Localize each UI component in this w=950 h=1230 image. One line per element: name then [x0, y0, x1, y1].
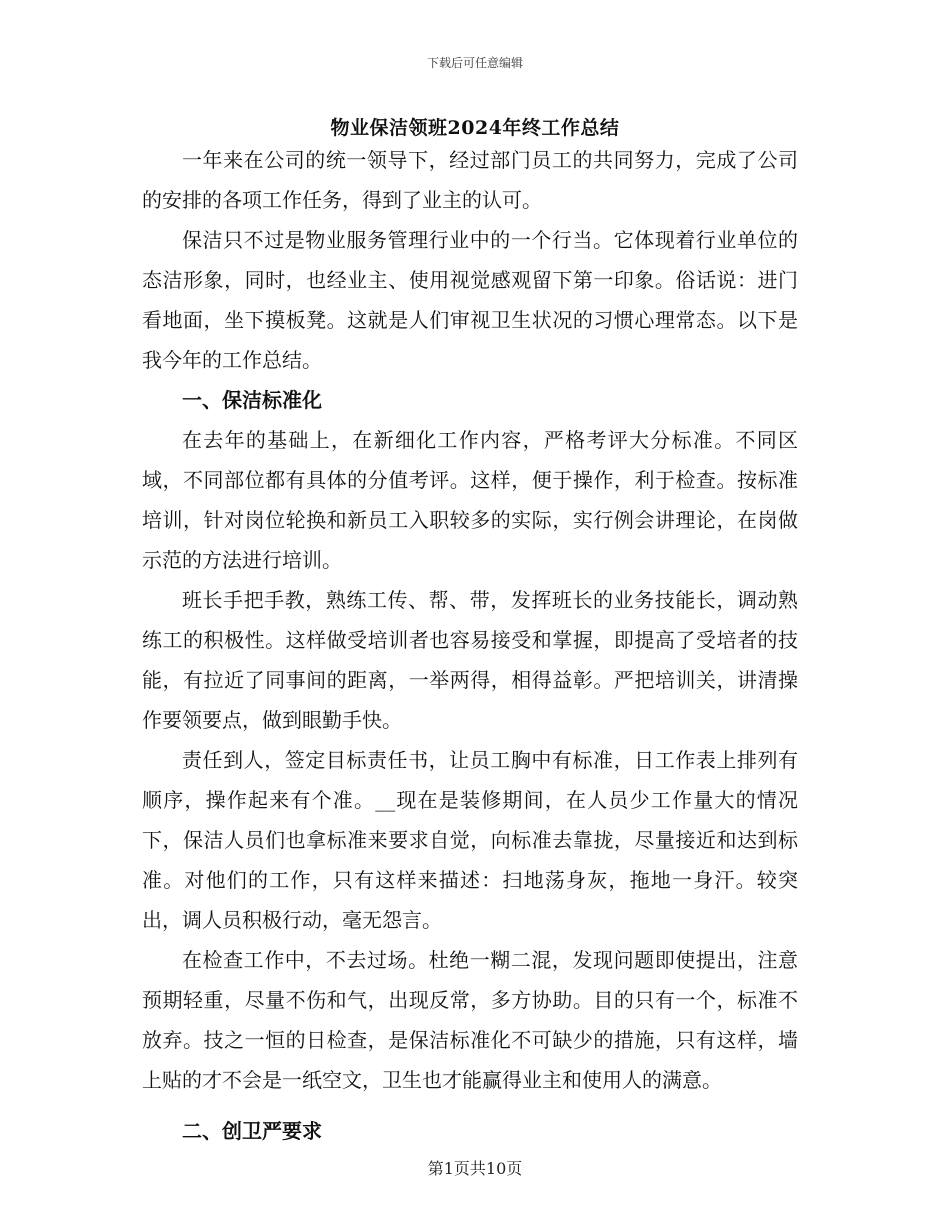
- header-note: 下载后可任意编辑: [426, 56, 523, 70]
- section-heading-standardization: 一、保洁标准化: [182, 388, 322, 412]
- document-body: [142, 140, 798, 1151]
- paragraph-cleaning-overview: 保洁只不过是物业服务管理行业中的一个行当。它体现着行业单位的态洁形象，同时，也经业主、使用视觉感观留下第一印象。俗话说：进门看地面，坐下摸板凳。这就是人们审视卫生状况的习惯心理常态。以下是我今年的工作总结。: [142, 228, 798, 372]
- paragraph-training: 班长手把手教，熟练工传、帮、带，发挥班长的业务技能长，调动熟练工的积极性。这样做受培训者也容易接受和掌握，即提高了受培者的技能，有拉近了同事间的距离，一举两得，相得益彰。严把培训关，讲清操作要领要点，做到眼勤手快。: [142, 588, 798, 732]
- paragraph-standards: 在去年的基础上，在新细化工作内容，严格考评大分标准。不同区域，不同部位都有具体的分值考评。这样，便于操作，利于检查。按标准培训，针对岗位轮换和新员工入职较多的实际，实行例会讲理论，在岗做示范的方法进行培训。: [142, 428, 798, 572]
- paragraph-responsibility: 责任到人，签定目标责任书，让员工胸中有标准，日工作表上排列有顺序，操作起来有个准。__现在是装修期间，在人员少工作量大的情况下，保洁人员们也拿标准来要求自觉，向标准去靠拢，尽量接近和达到标准。对他们的工作，只有这样来描述：扫地荡身灰，拖地一身汗。较突出，调人员积极行动，毫无怨言。: [142, 748, 798, 932]
- paragraph-inspection: 在检查工作中，不去过场。杜绝一糊二混，发现问题即使提出，注意预期轻重，尽量不伤和气，出现反常，多方协助。目的只有一个，标准不放弃。技之一恒的日检查，是保洁标准化不可缺少的措施，只有这样，墙上贴的才不会是一纸空文，卫生也才能赢得业主和使用人的满意。: [142, 948, 798, 1092]
- section-heading-sanitation: 二、创卫严要求: [182, 1119, 322, 1143]
- paragraph-intro: 一年来在公司的统一领导下，经过部门员工的共同努力，完成了公司的安排的各项工作任务，得到了业主的认可。: [142, 148, 798, 212]
- document-title: 物业保洁领班2024年终工作总结: [330, 117, 620, 139]
- page-number-footer: 第1页共10页: [427, 1159, 523, 1178]
